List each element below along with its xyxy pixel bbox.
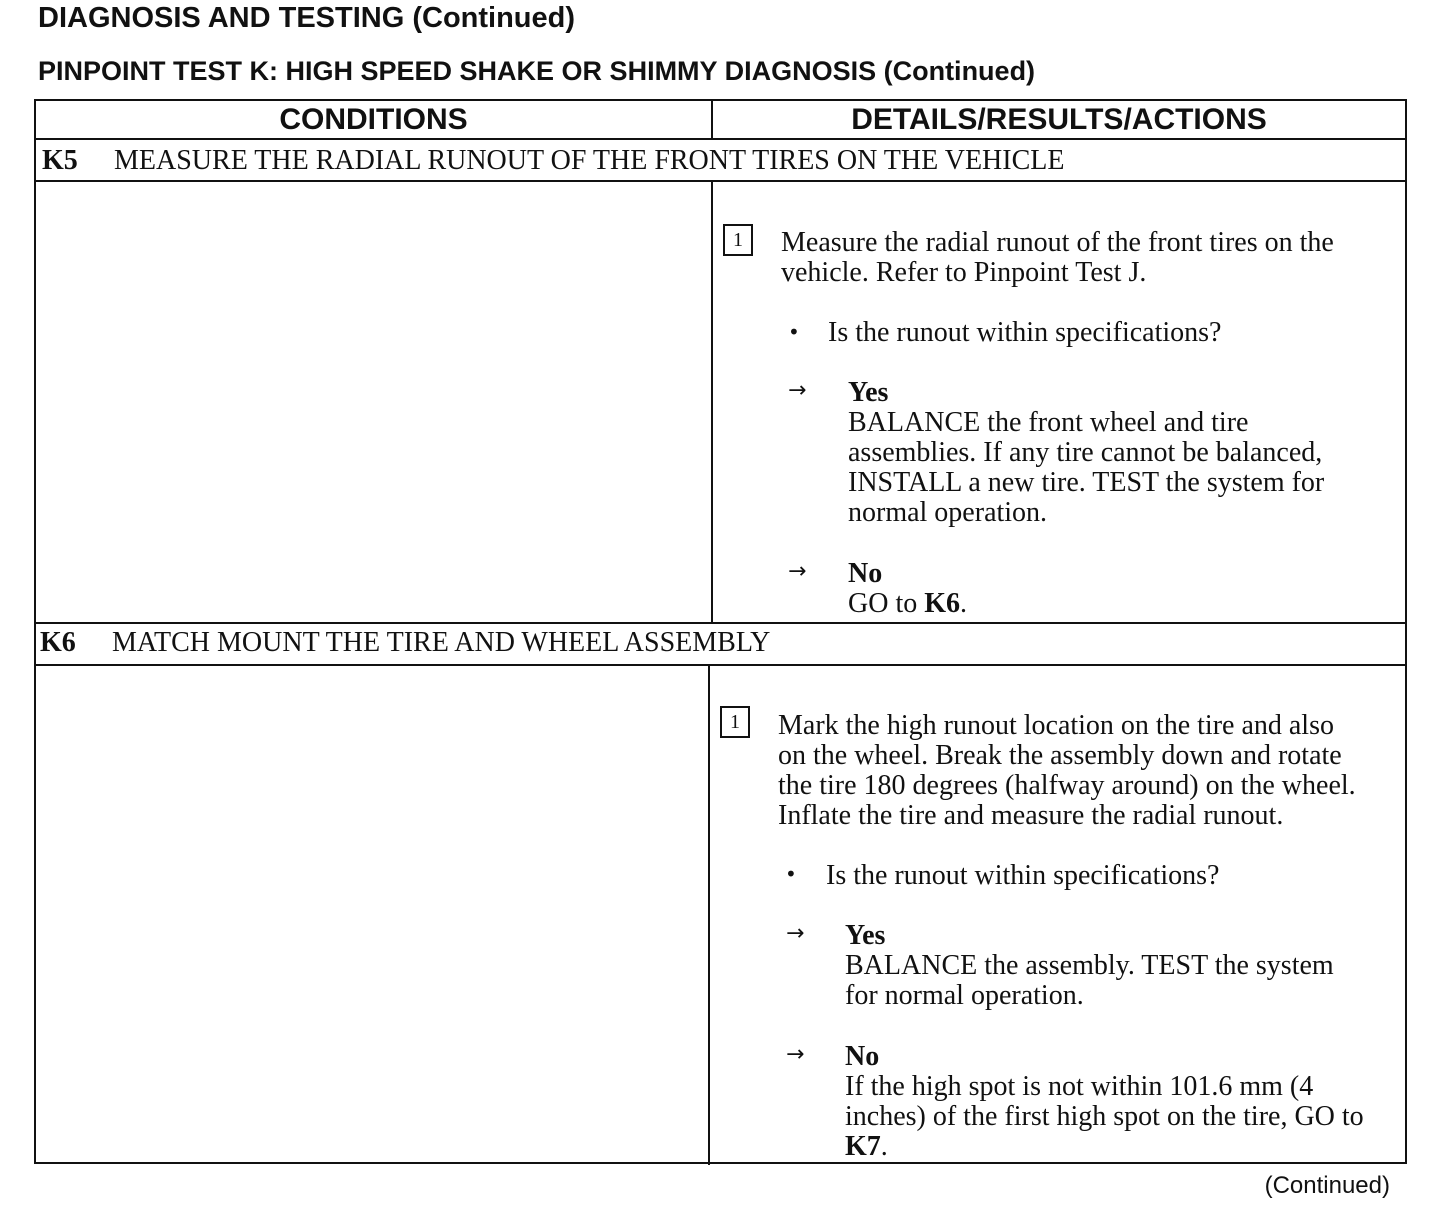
k5-yes-block — [848, 378, 1398, 528]
k5-no-label: No — [848, 558, 883, 589]
k5-no-target: K6 — [924, 588, 961, 619]
k6-yes-block — [845, 921, 1395, 1011]
k6-no-line: If the high spot is not within 101.6 mm (4 — [845, 1071, 1314, 1102]
step-k6-title — [40, 627, 770, 659]
k6-yes-line: for normal operation. — [845, 980, 1084, 1011]
k6-no-line: inches) of the first high spot on the tire, GO to — [845, 1101, 1364, 1132]
step-k5-title — [42, 145, 1064, 177]
k6-yes-label: Yes — [845, 920, 886, 951]
conditions-header: CONDITIONS — [279, 103, 468, 136]
k6-no-arrow: → — [786, 1042, 805, 1067]
k5-substep-box: 1 — [723, 224, 753, 256]
k5-no-block — [848, 559, 1398, 619]
k6-yes-arrow: → — [786, 921, 805, 946]
k5-yes-arrow: → — [788, 378, 807, 403]
k5-title-divider — [34, 180, 1407, 182]
k6-question: Is the runout within specifications? — [826, 860, 1220, 891]
column-divider-k6 — [708, 665, 710, 1165]
k6-instruction-line: the tire 180 degrees (halfway around) on the wheel. — [778, 770, 1356, 801]
k5-instruction-line: vehicle. Refer to Pinpoint Test J. — [781, 257, 1147, 288]
k6-instruction-line: Mark the high runout location on the tire and also — [778, 710, 1334, 741]
k5-instruction-line: Measure the radial runout of the front tires on the — [781, 227, 1334, 258]
k5-yes-line: assemblies. If any tire cannot be balanced, — [848, 437, 1323, 468]
k6-instruction — [778, 711, 1403, 831]
k6-divider — [34, 622, 1407, 624]
k6-bullet: • — [785, 862, 797, 886]
k5-question: Is the runout within specifications? — [828, 317, 1222, 348]
page-title: DIAGNOSIS AND TESTING (Continued) — [38, 2, 576, 34]
k6-no-action: K7. — [845, 1131, 888, 1162]
details-header: DETAILS/RESULTS/ACTIONS — [851, 103, 1267, 136]
step-k5-id: K5 — [42, 145, 78, 176]
k6-yes-line: BALANCE the assembly. TEST the system — [845, 950, 1334, 981]
k6-substep-box: 1 — [720, 706, 750, 738]
step-k6-text: MATCH MOUNT THE TIRE AND WHEEL ASSEMBLY — [112, 627, 771, 658]
step-k5-text: MEASURE THE RADIAL RUNOUT OF THE FRONT TIRES ON THE VEHICLE — [114, 145, 1065, 176]
k6-no-target: K7 — [845, 1131, 881, 1162]
k6-no-label: No — [845, 1041, 880, 1072]
k5-yes-line: BALANCE the front wheel and tire — [848, 407, 1249, 438]
pinpoint-test-title: PINPOINT TEST K: HIGH SPEED SHAKE OR SHIMMY DIAGNOSIS (Continued) — [38, 56, 1036, 86]
k5-yes-line: INSTALL a new tire. TEST the system for — [848, 467, 1325, 498]
k6-instruction-line: on the wheel. Break the assembly down and rotate — [778, 740, 1342, 771]
k6-title-divider — [34, 664, 1407, 666]
k5-yes-line: normal operation. — [848, 497, 1048, 528]
step-k6-id: K6 — [40, 627, 76, 658]
column-divider-k5 — [711, 181, 713, 623]
k5-no-arrow: → — [788, 559, 807, 584]
k5-instruction — [781, 228, 1391, 288]
k5-yes-label: Yes — [848, 377, 889, 408]
k5-bullet: • — [788, 320, 800, 344]
continued-footer: (Continued) — [1264, 1172, 1390, 1199]
k6-instruction-line: Inflate the tire and measure the radial runout. — [778, 800, 1284, 831]
k5-no-action: GO to K6. — [848, 588, 968, 619]
k6-no-block — [845, 1042, 1397, 1162]
